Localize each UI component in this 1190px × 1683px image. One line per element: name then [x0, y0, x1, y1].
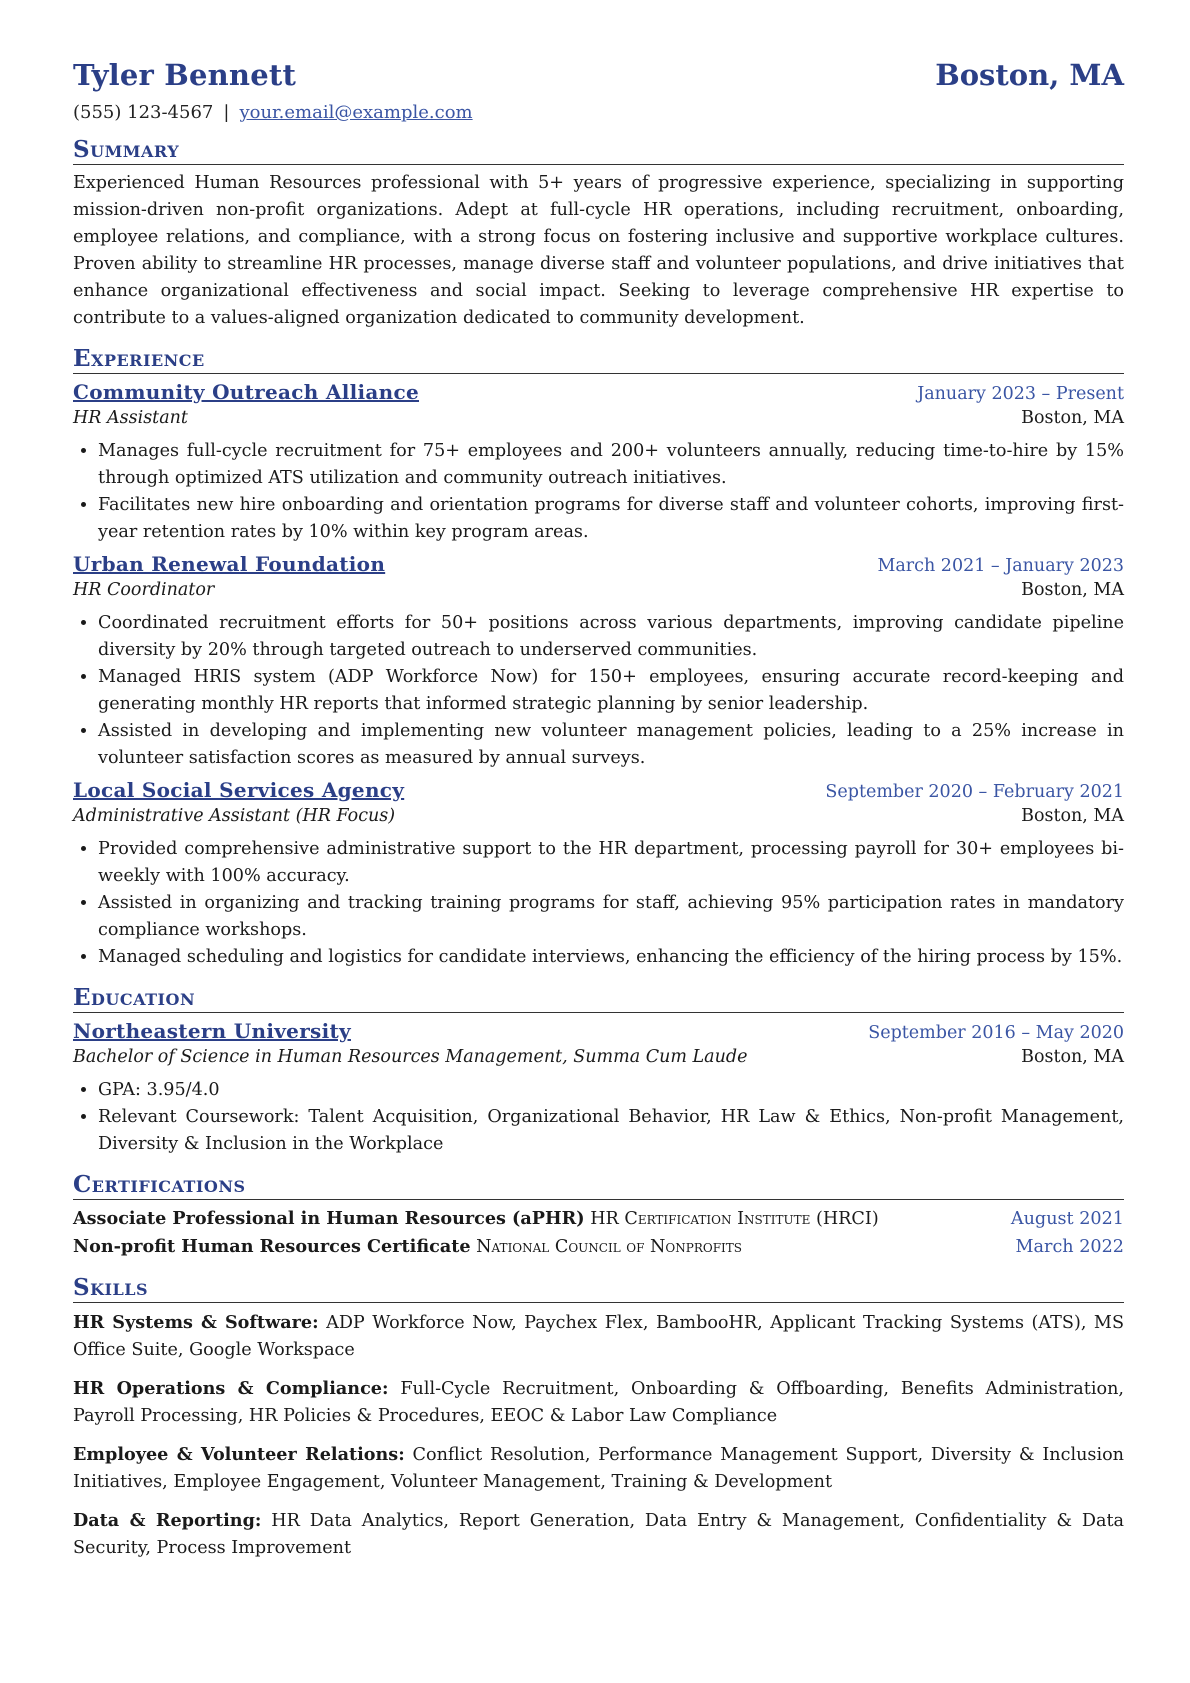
certification-date: August 2021 — [1010, 1209, 1124, 1229]
job-role: HR Coordinator — [73, 580, 215, 600]
certification-row — [73, 1233, 1124, 1261]
certification-name: Associate Professional in Human Resources (aPHR) — [73, 1208, 585, 1229]
phone-number: (555) 123-4567 — [73, 102, 214, 123]
contact-line — [73, 102, 1124, 123]
job-bullets — [73, 438, 1124, 546]
job-entry — [73, 380, 1124, 546]
job-role: HR Assistant — [73, 408, 188, 428]
job-location: Boston, MA — [1021, 408, 1124, 428]
summary-text: Experienced Human Resources professional with 5+ years of progressive experience, specializing in supporting mission-driven non-profit organizations. Adept at full-cycle HR operations, including recruitment, onboarding, employee relations, and compliance, with a strong focus on fostering inclusive and supportive workplace cultures. Proven ability to streamline HR processes, manage diverse staff and volunteer populations, and drive initiatives that enhance organizational effectiveness and social impact. Seeking to leverage comprehensive HR expertise to contribute to a values-aligned organization dedicated to community development. — [73, 173, 1124, 328]
list-item: • Managed scheduling and logistics for candidate interviews, enhancing the efficiency of the hiring process by 15%. — [98, 944, 1124, 971]
job-entry — [73, 552, 1124, 772]
resume-header — [73, 58, 1124, 92]
header-location: Boston, MA — [935, 58, 1124, 92]
organization-name[interactable]: Urban Renewal Foundation — [73, 552, 386, 576]
certification-name: Non-profit Human Resources Certificate — [73, 1236, 471, 1257]
degree: Bachelor of Science in Human Resources Management, Summa Cum Laude — [73, 1047, 748, 1067]
education-location: Boston, MA — [1021, 1047, 1124, 1067]
education-section — [73, 985, 1124, 1158]
candidate-name: Tyler Bennett — [73, 58, 297, 92]
job-dates: March 2021 – January 2023 — [877, 556, 1124, 576]
list-item: • Managed HRIS system (ADP Workforce Now) for 150+ employees, ensuring accurate record-keeping and generating monthly HR reports that informed strategic planning by senior leadership. — [98, 664, 1124, 718]
job-location: Boston, MA — [1021, 806, 1124, 826]
section-title-experience: Experience — [73, 346, 1124, 374]
certification-issuer: National Council of Nonprofits — [476, 1237, 742, 1257]
skill-text: ADP Workforce Now, Paychex Flex, BambooHR, Applicant Tracking Systems (ATS), MS Office Suite, Google Workspace — [73, 1313, 1124, 1360]
job-dates: September 2020 – February 2021 — [825, 782, 1124, 802]
skill-group — [73, 1507, 1124, 1562]
list-item: • Relevant Coursework: Talent Acquisition, Organizational Behavior, HR Law & Ethics, Non-profit Management, Diversity & Inclusion in the Workplace — [98, 1104, 1124, 1158]
certification-row — [73, 1205, 1124, 1233]
skill-text: HR Data Analytics, Report Generation, Data Entry & Management, Confidentiality & Data Security, Process Improvement — [73, 1511, 1125, 1558]
skill-text: Conflict Resolution, Performance Management Support, Diversity & Inclusion Initiatives, Employee Engagement, Volunteer Management, Training & Development — [73, 1445, 1125, 1492]
section-title-skills: Skills — [73, 1275, 1124, 1303]
list-item: • Manages full-cycle recruitment for 75+ employees and 200+ volunteers annually, reducing time-to-hire by 15% through optimized ATS utilization and community outreach initiatives. — [98, 438, 1124, 492]
list-item: • Assisted in developing and implementing new volunteer management policies, leading to a 25% increase in volunteer satisfaction scores as measured by annual surveys. — [98, 718, 1124, 772]
education-bullets — [73, 1077, 1124, 1158]
skill-label: HR Systems & Software: — [73, 1312, 319, 1333]
certification-date: March 2022 — [1015, 1237, 1124, 1257]
skill-group — [73, 1309, 1124, 1364]
certification-issuer: HR Certification Institute (HRCI) — [590, 1209, 879, 1229]
job-role: Administrative Assistant (HR Focus) — [73, 806, 396, 826]
school-name[interactable]: Northeastern University — [73, 1019, 351, 1043]
job-dates: January 2023 – Present — [917, 384, 1124, 404]
job-bullets — [73, 610, 1124, 772]
organization-name[interactable]: Local Social Services Agency — [73, 778, 405, 802]
list-item: • Provided comprehensive administrative support to the HR department, processing payroll for 30+ employees bi-weekly with 100% accuracy. — [98, 836, 1124, 890]
job-location: Boston, MA — [1021, 580, 1124, 600]
section-title-certifications: Certifications — [73, 1172, 1124, 1200]
job-entry — [73, 778, 1124, 971]
experience-section — [73, 346, 1124, 971]
list-item: • Facilitates new hire onboarding and orientation programs for diverse staff and volunteer cohorts, improving first-year retention rates by 10% within key program areas. — [98, 492, 1124, 546]
email-link[interactable]: your.email@example.com — [239, 102, 473, 123]
skill-group — [73, 1375, 1124, 1430]
skill-label: Employee & Volunteer Relations: — [73, 1444, 405, 1465]
skill-group — [73, 1441, 1124, 1496]
job-bullets — [73, 836, 1124, 971]
list-item: • Assisted in organizing and tracking training programs for staff, achieving 95% participation rates in mandatory compliance workshops. — [98, 890, 1124, 944]
contact-separator: | — [223, 102, 230, 123]
section-title-summary: Summary — [73, 137, 1124, 165]
list-item: • Coordinated recruitment efforts for 50+ positions across various departments, improving candidate pipeline diversity by 20% through targeted outreach to underserved communities. — [98, 610, 1124, 664]
list-item: • GPA: 3.95/4.0 — [98, 1077, 1124, 1104]
skill-label: Data & Reporting: — [73, 1510, 262, 1531]
summary-section — [73, 137, 1124, 332]
section-title-education: Education — [73, 985, 1124, 1013]
skill-text: Full-Cycle Recruitment, Onboarding & Offboarding, Benefits Administration, Payroll Processing, HR Policies & Procedures, EEOC & Labor Law Compliance — [73, 1379, 1124, 1426]
skill-label: HR Operations & Compliance: — [73, 1378, 389, 1399]
education-dates: September 2016 – May 2020 — [868, 1023, 1124, 1043]
organization-name[interactable]: Community Outreach Alliance — [73, 380, 420, 404]
education-entry — [73, 1019, 1124, 1158]
certifications-section — [73, 1172, 1124, 1261]
skills-section — [73, 1275, 1124, 1562]
